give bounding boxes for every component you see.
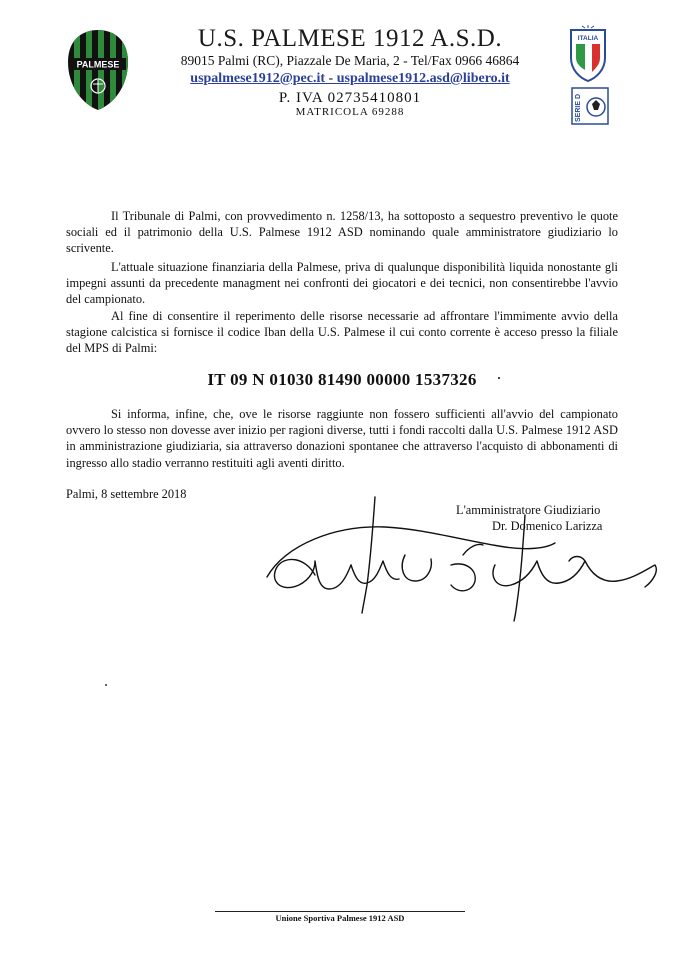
paragraph-iban-intro: Al fine di consentire il reperimento delle risorse necessarie ad affrontare l'immimente avvio della stagione calcistica si fornisce il codice Iban della U.S. Palmese il cui conto corrente è acceso presso la filiale del MPS di Palmi: bbox=[66, 309, 618, 356]
paragraph-financial-situation: L'attuale situazione finanziaria della Palmese, priva di qualunque disponibilità liquida nonostante gli impegni assunti da precedente managment nei confronti dei giocatori e dei tecnici, non consentirebbe l'avvio del campionato. bbox=[66, 260, 618, 307]
vat-number: P. IVA 02735410801 bbox=[278, 90, 422, 106]
iban-code: IT 09 N 01030 81490 00000 1537326 bbox=[207, 370, 477, 389]
administrator-role: L'amministratore Giudiziario bbox=[456, 503, 601, 517]
registration-number: MATRICOLA 69288 bbox=[295, 106, 405, 118]
figc-italia-logo bbox=[568, 24, 608, 82]
libero-email-link[interactable]: uspalmese1912.asd@libero.it bbox=[336, 71, 510, 86]
email-separator: - bbox=[325, 71, 337, 86]
palmese-logo bbox=[66, 28, 130, 112]
serie-d-logo bbox=[570, 86, 610, 126]
svg-text:SERIE D: SERIE D bbox=[575, 93, 582, 123]
footer-divider bbox=[215, 911, 465, 912]
date-place: Palmi, 8 settembre 2018 bbox=[66, 487, 187, 501]
stray-mark bbox=[498, 377, 500, 379]
svg-text:PALMESE: PALMESE bbox=[76, 59, 120, 70]
email-line bbox=[150, 70, 550, 88]
pec-email-link[interactable]: uspalmese1912@pec.it bbox=[190, 71, 326, 86]
footer-organization: Unione Sportiva Palmese 1912 ASD bbox=[275, 913, 405, 923]
paragraph-refund-notice: Si informa, infine, che, ove le risorse raggiunte non fossero sufficienti all'avvio del campionato ovvero lo stesso non dovesse aver inizio per ragioni diverse, tutti i fondi raccolti dalla U.S. Palmese 1912 ASD in amministrazione giudiziaria, sia attraverso donazioni spontanee che attraverso l'acquisto di abbonamenti di ingresso allo stadio verranno restituiti agli aventi diritto. bbox=[66, 407, 618, 470]
paragraph-tribunal: Il Tribunale di Palmi, con provvedimento n. 1258/13, ha sottoposto a sequestro preventivo le quote sociali ed il patrimonio della U.S. Palmese 1912 ASD nominando quale amministratore giudiziario lo scrivente. bbox=[66, 209, 618, 256]
stray-dot bbox=[105, 684, 107, 686]
administrator-name: Dr. Domenico Larizza bbox=[492, 519, 603, 533]
svg-text:ITALIA: ITALIA bbox=[577, 35, 599, 42]
handwritten-signature bbox=[255, 485, 665, 625]
club-address: 89015 Palmi (RC), Piazzale De Maria, 2 - Tel/Fax 0966 46864 bbox=[180, 53, 520, 68]
club-name: U.S. PALMESE 1912 A.S.D. bbox=[197, 25, 503, 52]
